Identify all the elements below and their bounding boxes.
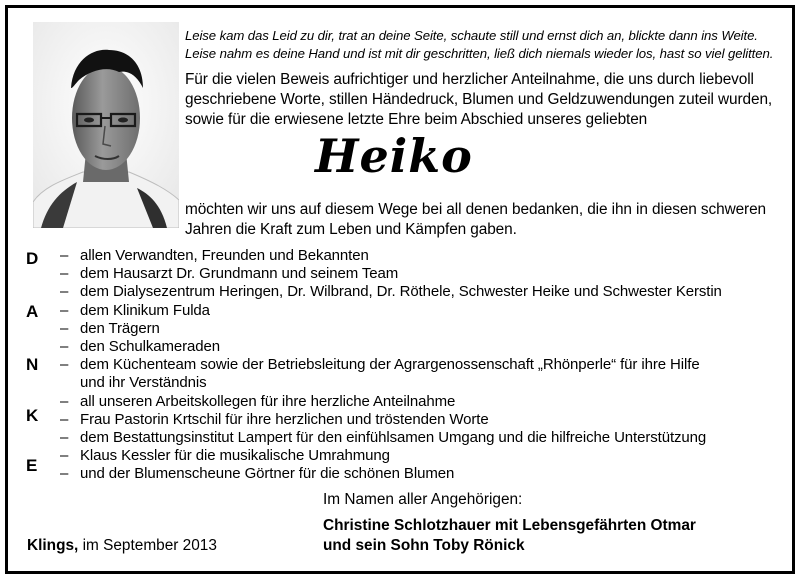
list-item-text: dem Klinikum Fulda [80,301,210,319]
list-item-text: all unseren Arbeitskollegen für ihre herzliche Anteilnahme [80,392,456,410]
danke-letter: D [26,249,39,268]
list-item-text: den Trägern [80,319,160,337]
list-item [60,338,790,356]
list-dash: – [60,447,69,465]
portrait-photo [33,22,179,228]
list-item [60,429,790,447]
list-item-text: dem Dialysezentrum Heringen, Dr. Wilbrand, Dr. Röthele, Schwester Heike und Schwester Kerstin [80,283,722,301]
signature-names: und sein Sohn Toby Rönick [323,537,525,554]
list-item-text: dem Hausarzt Dr. Grundmann und seinem Team [80,265,399,283]
signature-block [323,490,696,556]
thanks-line: Jahren die Kraft zum Leben und Kämpfen gaben. [185,221,517,238]
place-date-text: im September 2013 [82,537,217,554]
danke-letter: K [26,406,39,425]
list-dash: – [60,319,69,337]
list-dash: – [60,429,69,447]
intro-text [185,70,785,130]
list-dash: – [60,247,69,264]
intro-line: geschriebene Worte, stillen Händedruck, Blumen und Geldzuwendungen zuteil wurden, [185,91,773,108]
list-item [60,265,790,283]
list-item-text: Frau Pastorin Krtschil für ihre herzlichen und tröstenden Worte [80,410,489,428]
list-item-text: Klaus Kessler für die musikalische Umrahmung [80,447,390,465]
signature-intro: Im Namen aller Angehörigen: [323,491,523,508]
list-item [60,320,790,338]
danke-letter: N [26,355,39,374]
list-dash: – [60,265,69,283]
list-item-continuation [60,374,790,392]
deceased-name: Heiko [315,129,473,183]
list-dash: – [60,283,69,301]
place-town: Klings, [27,537,79,554]
list-item [60,283,790,301]
list-item [60,447,790,465]
list-item [60,247,790,265]
place-date [27,537,217,555]
list-dash: – [60,410,69,428]
portrait-illustration [33,22,179,228]
danke-letter: A [26,302,39,321]
list-dash: – [60,338,69,356]
poem [185,27,785,63]
danke-letter: E [26,456,38,475]
list-item-text: den Schulkameraden [80,338,220,356]
thanks-line: möchten wir uns auf diesem Wege bei all denen bedanken, die ihn in diesen schweren [185,201,767,218]
list-item-text: und der Blumenscheune Görtner für die schönen Blumen [80,465,455,483]
list-dash: – [60,392,69,410]
thanks-text [185,200,785,240]
poem-line: Leise kam das Leid zu dir, trat an deine Seite, schaute still und ernst dich an, blickte dann ins Weite. [185,28,758,43]
list-item-text: und ihr Verständnis [80,374,207,392]
list-item [60,465,790,483]
thanks-list [60,247,790,484]
list-item [60,393,790,411]
list-dash: – [60,465,69,483]
list-item-text: dem Bestattungsinstitut Lampert für den einfühlsamen Umgang und die hilfreiche Unterstützung [80,429,707,447]
list-item [60,302,790,320]
poem-line: Leise nahm es deine Hand und ist mit dir geschritten, ließ dich niemals wieder los, hast so viel gelitten. [185,46,774,61]
list-item [60,411,790,429]
list-item-text: allen Verwandten, Freunden und Bekannten [80,247,369,264]
list-item [60,356,790,374]
list-dash: – [60,356,69,374]
list-dash: – [60,301,69,319]
intro-line: Für die vielen Beweis aufrichtiger und herzlicher Anteilnahme, die uns durch liebevoll [185,71,754,88]
signature-names: Christine Schlotzhauer mit Lebensgefährten Otmar [323,517,696,534]
intro-line: sowie für die erwiesene letzte Ehre beim Abschied unseres geliebten [185,111,648,128]
list-item-text: dem Küchenteam sowie der Betriebsleitung der Agrargenossenschaft „Rhönperle“ für ihre Hilfe [80,356,700,374]
